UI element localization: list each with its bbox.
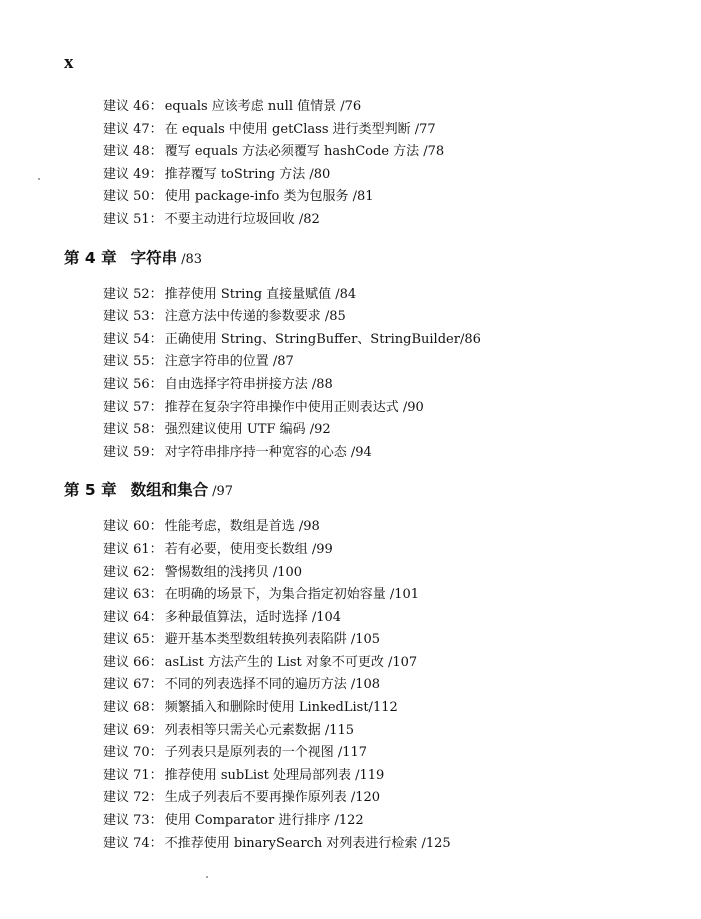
entry-label: 建议 58： xyxy=(103,422,163,438)
chapter-label: 第 4 章 xyxy=(64,248,117,267)
chapter-title: 字符串 xyxy=(130,248,178,267)
toc-entry xyxy=(0,284,701,307)
entry-title: 频繁插入和删除时使用 LinkedList/112 xyxy=(164,700,398,716)
toc-entry xyxy=(0,516,701,539)
chapter-heading xyxy=(0,478,701,502)
entry-title: asList 方法产生的 List 对象不可更改 /107 xyxy=(164,654,418,670)
toc-entry xyxy=(0,674,701,697)
toc-entry xyxy=(0,765,701,788)
entry-title: 警惕数组的浅拷贝 /100 xyxy=(164,564,303,580)
entry-label: 建议 60： xyxy=(103,519,163,535)
entry-label: 建议 46： xyxy=(103,99,163,114)
entry-label: 建议 73： xyxy=(103,813,163,829)
scan-speck xyxy=(206,876,208,878)
toc-entry xyxy=(0,742,701,765)
chapter-heading xyxy=(0,246,701,270)
entry-label: 建议 57： xyxy=(103,399,163,415)
entry-label: 建议 48： xyxy=(103,144,163,160)
entry-label: 建议 62： xyxy=(103,564,163,580)
entry-label: 建议 74： xyxy=(103,835,163,851)
entry-title: 对字符串排序持一种宽容的心态 /94 xyxy=(164,444,372,460)
entry-title: equals 应该考虑 null 值情景 /76 xyxy=(164,99,362,114)
entry-label: 建议 59： xyxy=(103,444,163,460)
entry-title: 在 equals 中使用 getClass 进行类型判断 /77 xyxy=(164,121,436,137)
entry-label: 建议 56： xyxy=(103,376,163,392)
chapter-page: /83 xyxy=(181,251,203,267)
entry-label: 建议 65： xyxy=(103,632,163,648)
entry-label: 建议 66： xyxy=(103,654,163,670)
entry-title: 在明确的场景下，为集合指定初始容量 /101 xyxy=(164,587,420,603)
entry-label: 建议 47： xyxy=(103,121,163,137)
toc-entry xyxy=(0,374,701,397)
toc-entry xyxy=(0,419,701,442)
toc-entry xyxy=(0,584,701,607)
toc-entry xyxy=(0,539,701,562)
entry-title: 强烈建议使用 UTF 编码 /92 xyxy=(164,422,331,438)
toc-entry xyxy=(0,186,701,209)
entry-title: 避开基本类型数组转换列表陷阱 /105 xyxy=(164,632,381,648)
entry-title: 若有必要，使用变长数组 /99 xyxy=(164,541,333,557)
toc-entry xyxy=(0,697,701,720)
toc-entry xyxy=(0,164,701,187)
entry-title: 推荐使用 subList 处理局部列表 /119 xyxy=(164,767,385,783)
entry-label: 建议 68： xyxy=(103,700,163,716)
entry-label: 建议 70： xyxy=(103,745,163,761)
entry-label: 建议 69： xyxy=(103,722,163,738)
entry-title: 不推荐使用 binarySearch 对列表进行检索 /125 xyxy=(164,835,451,851)
entry-label: 建议 49： xyxy=(103,166,163,182)
toc-entry xyxy=(0,209,701,232)
entry-label: 建议 53： xyxy=(103,309,163,325)
entry-title: 列表相等只需关心元素数据 /115 xyxy=(164,722,355,738)
toc-entry xyxy=(0,562,701,585)
entry-label: 建议 61： xyxy=(103,541,163,557)
entry-title: 注意方法中传递的参数要求 /85 xyxy=(164,309,346,325)
entry-title: 推荐在复杂字符串操作中使用正则表达式 /90 xyxy=(164,399,424,415)
toc-entry xyxy=(0,629,701,652)
entry-label: 建议 67： xyxy=(103,677,163,693)
entry-label: 建议 52： xyxy=(103,286,163,302)
entry-label: 建议 50： xyxy=(103,189,163,205)
entry-title: 不要主动进行垃圾回收 /82 xyxy=(164,211,320,227)
toc-entry xyxy=(0,607,701,630)
table-of-contents xyxy=(0,96,701,855)
entry-title: 生成子列表后不要再操作原列表 /120 xyxy=(164,790,381,806)
entry-label: 建议 64： xyxy=(103,609,163,625)
entry-title: 推荐覆写 toString 方法 /80 xyxy=(164,166,331,182)
entry-title: 正确使用 String、StringBuffer、StringBuilder/86 xyxy=(164,331,481,347)
entry-label: 建议 72： xyxy=(103,790,163,806)
toc-entry xyxy=(0,96,701,119)
toc-entry xyxy=(0,119,701,142)
toc-entry xyxy=(0,141,701,164)
entry-title: 自由选择字符串拼接方法 /88 xyxy=(164,376,333,392)
page-number: x xyxy=(64,52,74,73)
entry-label: 建议 54： xyxy=(103,331,163,347)
toc-entry xyxy=(0,720,701,743)
toc-entry xyxy=(0,442,701,465)
toc-entry xyxy=(0,397,701,420)
entry-label: 建议 63： xyxy=(103,587,163,603)
entry-title: 使用 Comparator 进行排序 /122 xyxy=(164,813,364,829)
entry-label: 建议 55： xyxy=(103,354,163,370)
entry-label: 建议 51： xyxy=(103,211,163,227)
entry-title: 注意字符串的位置 /87 xyxy=(164,354,294,370)
chapter-title: 数组和集合 xyxy=(130,481,209,500)
toc-entry xyxy=(0,833,701,856)
scan-speck xyxy=(38,178,40,180)
entry-title: 使用 package-info 类为包服务 /81 xyxy=(164,189,374,205)
entry-label: 建议 71： xyxy=(103,767,163,783)
entry-title: 子列表只是原列表的一个视图 /117 xyxy=(164,745,368,761)
toc-entry xyxy=(0,351,701,374)
entry-title: 不同的列表选择不同的遍历方法 /108 xyxy=(164,677,381,693)
entry-title: 多种最值算法，适时选择 /104 xyxy=(164,609,342,625)
chapter-page: /97 xyxy=(212,484,234,500)
entry-title: 推荐使用 String 直接量赋值 /84 xyxy=(164,286,357,302)
entry-title: 覆写 equals 方法必须覆写 hashCode 方法 /78 xyxy=(164,144,445,160)
toc-entry xyxy=(0,787,701,810)
chapter-label: 第 5 章 xyxy=(64,481,117,500)
toc-entry xyxy=(0,652,701,675)
toc-entry xyxy=(0,810,701,833)
entry-title: 性能考虑，数组是首选 /98 xyxy=(164,519,320,535)
toc-entry xyxy=(0,306,701,329)
toc-entry xyxy=(0,329,701,352)
